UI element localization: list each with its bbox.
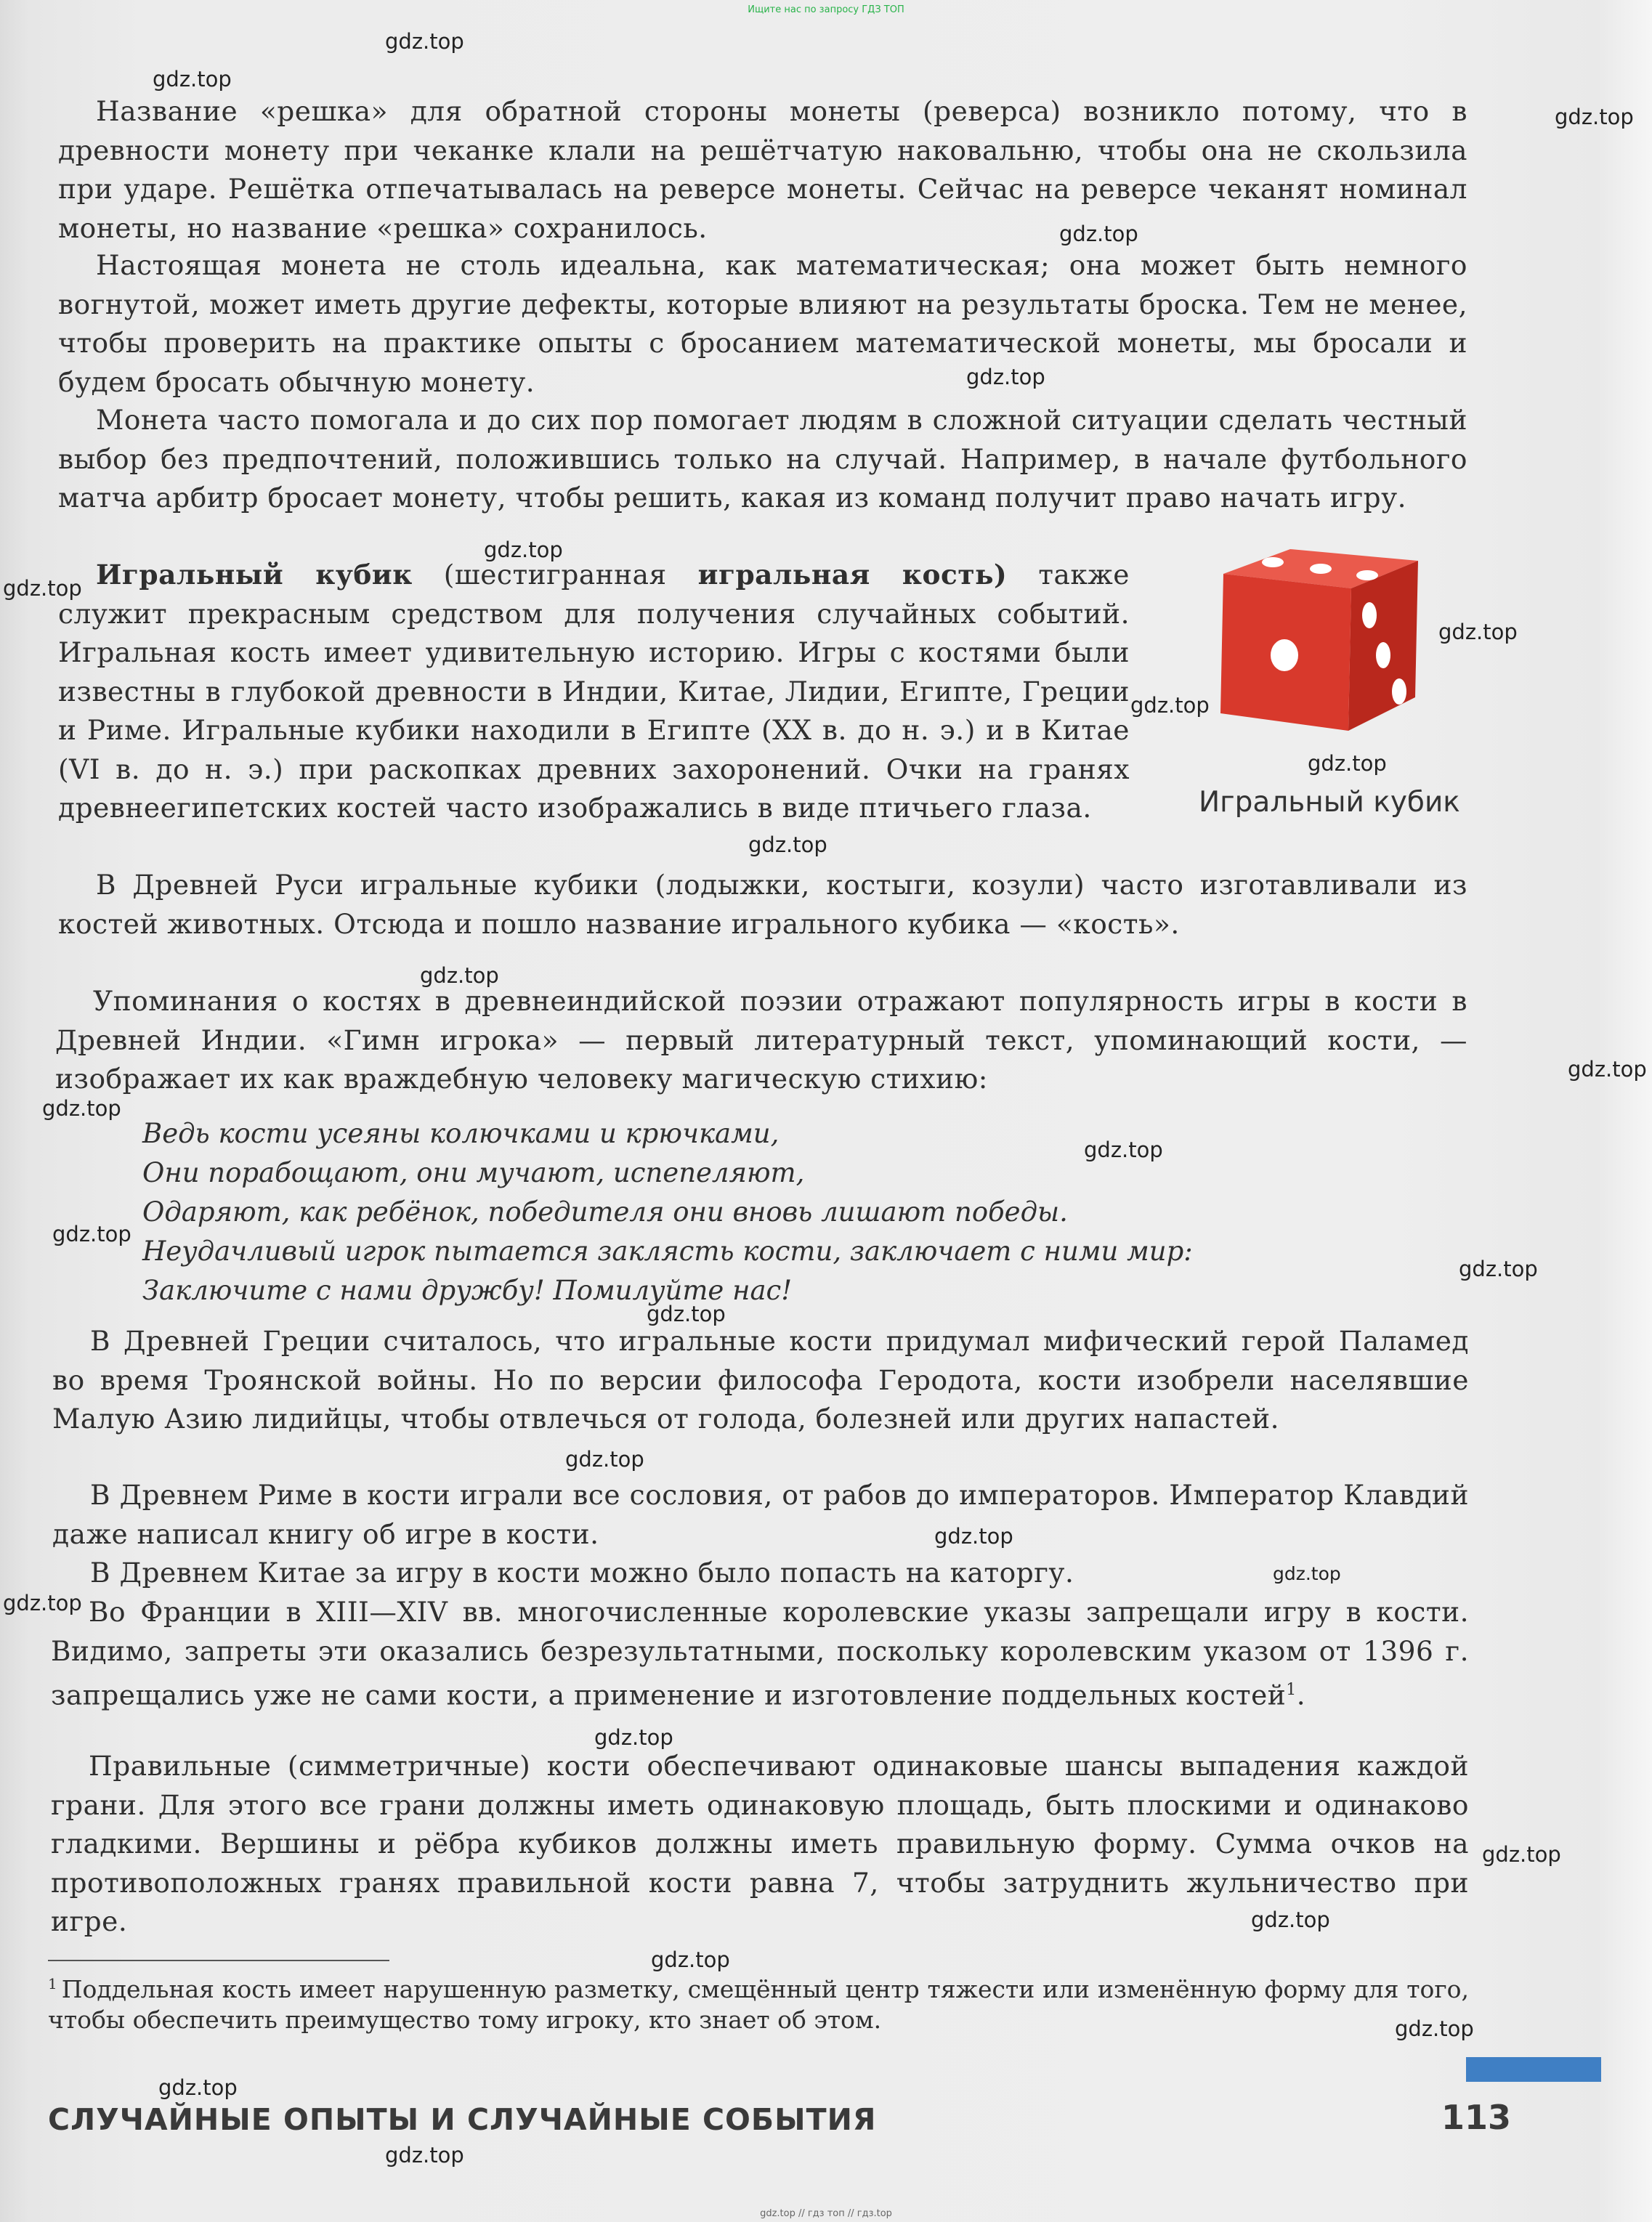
page-number: 113 — [1441, 2098, 1512, 2137]
watermark: gdz.top — [42, 1096, 121, 1121]
footnote-mark: 1 — [48, 1975, 57, 1992]
paragraph-fair-dice: Правильные (симметричные) кости обеспечивают одинаковые шансы выпадения каждой грани. Для этого все грани должны иметь одинаковую площадь, быть плоскими и одинаково гладкими. Вершины и рёбра кубиков должны иметь правильную форму. Сумма очков на противоположных гранях правильной кости равна 7, чтобы затруднить жульничество при игре. — [51, 1750, 1469, 1937]
watermark: gdz.top — [484, 538, 563, 562]
watermark: gdz.top — [1273, 1563, 1341, 1584]
poem-line: Заключите с нами дружбу! Помилуйте нас! — [142, 1275, 793, 1306]
watermark: gdz.top — [934, 1524, 1013, 1549]
watermark: gdz.top — [385, 2143, 464, 2168]
poem-line: Неудачливый игрок пытается заклясть кости, заключает с ними мир: — [142, 1236, 1193, 1267]
poem-line: Одаряют, как ребёнок, победителя они вновь лишают победы. — [142, 1196, 1068, 1228]
paragraph-ancient-rus: В Древней Руси игральные кубики (лодыжки, костыги, козули) часто изготавливали из костей животных. Отсюда и пошло название игрального кубика — «кость». — [58, 869, 1467, 940]
watermark: gdz.top — [1568, 1057, 1647, 1082]
paragraph-coin-name: Название «решка» для обратной стороны монеты (реверса) возникло потому, что в древности монету при чеканке клали на решётчатую наковальню, чтобы она не скользила при ударе. Решётка отпечатывалась на реверсе монеты. Сейчас на реверсе чеканят номинал монеты, но название «решка» сохранилось. — [58, 95, 1467, 244]
watermark: gdz.top — [1459, 1257, 1538, 1281]
term-game-bone: игральная кость) — [697, 559, 1008, 591]
term-dice: Игральный кубик — [96, 559, 413, 591]
watermark: gdz.top — [1555, 105, 1634, 129]
watermark: gdz.top — [647, 1302, 726, 1326]
watermark: gdz.top — [651, 1947, 730, 1972]
watermark: gdz.top — [748, 832, 827, 857]
paragraph-greece: В Древней Греции считалось, что игральные кости придумал мифический герой Паламед во время Троянской войны. Но по версии философа Геродота, кости изобрели населявшие Малую Азию лидийцы, чтобы отвлечься от голода, болезней или других напастей. — [52, 1325, 1469, 1435]
watermark: gdz.top — [1395, 2016, 1474, 2041]
watermark: gdz.top — [1084, 1138, 1163, 1162]
watermark: gdz.top — [1130, 693, 1210, 718]
dice-illustration — [1209, 546, 1427, 750]
watermark: gdz.top — [3, 576, 82, 601]
watermark: gdz.top — [385, 29, 464, 54]
watermark: gdz.top — [1059, 222, 1138, 246]
watermark: gdz.top — [966, 365, 1045, 389]
paragraph-coin-choice: Монета часто помогала и до сих пор помогает людям в сложной ситуации сделать честный выбор без предпочтений, положившись только на случай. Например, в начале футбольного матча арбитр бросает монету, чтобы решить, какая из команд получит право начать игру. — [58, 404, 1467, 514]
footnote: $^1$ Поддельная кость имеет нарушенную разметку, смещённый центр тяжести или изменённую форму для того, чтобы обеспечить преимущество тому игроку, кто знает об этом. — [48, 1975, 1469, 2034]
poem-line: Ведь кости усеяны колючками и крючками, — [142, 1118, 780, 1149]
paragraph-india: Упоминания о костях в древнеиндийской поэзии отражают популярность игры в кости в Древней Индии. «Гимн игрока» — первый литературный текст, упоминающий кости, — изображает их как враждебную человеку магическую стихию: — [55, 985, 1467, 1095]
poem-line: Они порабощают, они мучают, испепеляют, — [142, 1157, 805, 1188]
watermark: gdz.top — [565, 1447, 644, 1472]
watermark: gdz.top — [153, 67, 232, 92]
watermark: gdz.top — [1308, 751, 1387, 776]
footer-note: gdz.top // гдз топ // гдз.top — [760, 2208, 892, 2219]
page-accent-bar — [1466, 2057, 1601, 2082]
header-note: Ищите нас по запросу ГДЗ ТОП — [748, 4, 904, 15]
paragraph-dice-history: Игральный кубик (шестигранная игральная кость) также служит прекрасным средством для получения случайных событий. Игральная кость имеет удивительную историю. Игры с костями были известны в глубокой древности в Индии, Китае, Лидии, Египте, Греции и Риме. Игральные кубики находили в Египте (XX в. до н. э.) и в Китае (VI в. до н. э.) при раскопках древних захоронений. Очки на гранях древнеегипетских костей часто изображались в виде птичьего глаза. — [58, 559, 1130, 824]
poem-gamblers-hymn — [142, 1114, 1193, 1310]
paragraph-china: В Древнем Китае за игру в кости можно было попасть на каторгу. — [90, 1557, 1074, 1589]
watermark: gdz.top — [594, 1725, 673, 1750]
paragraph-real-coin: Настоящая монета не столь идеальна, как математическая; она может быть немного вогнутой, может иметь другие дефекты, которые влияют на результаты броска. Тем не менее, чтобы проверить на практике опыты с бросанием математической монеты, мы бросали и будем бросать обычную монету. — [58, 249, 1467, 398]
footnote-divider — [48, 1960, 389, 1961]
watermark: gdz.top — [1438, 620, 1518, 644]
section-title: СЛУЧАЙНЫЕ ОПЫТЫ И СЛУЧАЙНЫЕ СОБЫТИЯ — [48, 2102, 877, 2137]
watermark: gdz.top — [158, 2075, 238, 2100]
watermark: gdz.top — [52, 1222, 131, 1246]
watermark: gdz.top — [1482, 1842, 1561, 1867]
footnote-ref: 1 — [1286, 1681, 1297, 1699]
watermark: gdz.top — [1251, 1907, 1330, 1932]
watermark: gdz.top — [3, 1591, 82, 1615]
paragraph-france: Во Франции в XIII—XIV вв. многочисленные королевские указы запрещали игру в кости. Видимо, запреты эти оказались безрезультатными, поскольку королевским указом от 1396 г. запрещались уже не сами кости, а применение и изготовление поддельных костей$^1$. — [51, 1596, 1469, 1711]
dice-caption: Игральный кубик — [1199, 786, 1460, 819]
paragraph-rome: В Древнем Риме в кости играли все сословия, от рабов до императоров. Император Клавдий даже написал книгу об игре в кости. — [52, 1479, 1469, 1550]
watermark: gdz.top — [420, 963, 499, 988]
